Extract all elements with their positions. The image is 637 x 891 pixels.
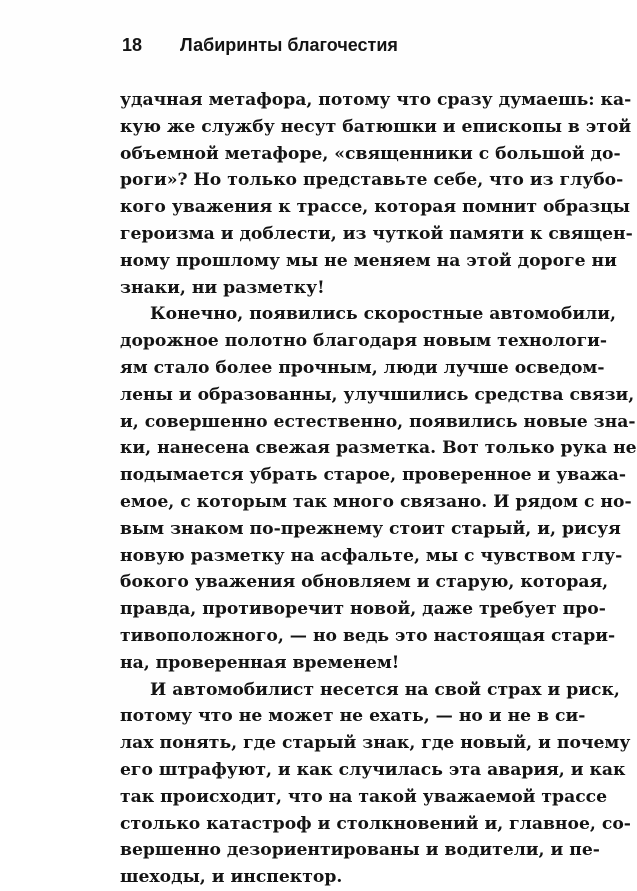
page-header [122,34,502,56]
text-line: кого уважения к трассе, которая помнит образцы [120,197,631,218]
text-line: кую же службу несут батюшки и епископы в этой [120,116,632,137]
text-line: подымается убрать старое, проверенное и уважа- [120,465,626,486]
text-line: вым знаком по-прежнему стоит старый, и, рисуя [120,518,621,539]
page-number: 18 [122,35,143,55]
text-line: знаки, ни разметку! [120,277,325,298]
text-line: ному прошлому мы не меняем на этой дороге ни [120,250,617,271]
running-title: Лабиринты благочестия [180,35,398,55]
text-line: новую разметку на асфальте, мы с чувством глу- [120,545,623,566]
text-line: роги»? Но только представьте себе, что из глубо- [120,170,624,191]
text-line: удачная метафора, потому что сразу думаешь: ка- [120,90,632,110]
text-line: Конечно, появились скоростные автомобили, [150,304,616,325]
text-line: дорожное полотно благодаря новым технологи- [120,331,608,352]
text-line: столько катастроф и столкновений и, главное, со- [120,813,631,834]
text-line: потому что не может не ехать, — но и не в си- [120,706,586,727]
text-line: лены и образованны, улучшились средства связи, [120,384,635,405]
text-line: объемной метафоре, «священники с большой до- [120,143,621,164]
text-line: и, совершенно естественно, появились новые зна- [120,411,636,432]
text-line: на, проверенная временем! [120,652,400,673]
text-line: емое, с которым так много связано. И рядом с но- [120,491,632,512]
body-text [120,87,637,891]
text-line: правда, противоречит новой, даже требует про- [120,599,606,620]
text-line: вершенно дезориентированы и водители, и пе- [120,840,600,861]
text-line: ям стало более прочным, люди лучше осведом- [120,357,605,378]
text-line: героизма и доблести, из чуткой памяти к священ- [120,223,633,244]
text-line: тивоположного, — но ведь это настоящая стари- [120,625,616,646]
text-line: его штрафуют, и как случилась эта авария, и как [120,759,626,780]
text-line: лах понять, где старый знак, где новый, и почему [120,733,631,754]
text-line: так происходит, что на такой уважаемой трассе [120,786,608,807]
text-line: И автомобилист несется на свой страх и риск, [150,679,620,700]
text-line: шеходы, и инспектор. [120,867,343,888]
text-line: бокого уважения обновляем и старую, которая, [120,572,609,593]
text-line: ки, нанесена свежая разметка. Вот только рука не [120,438,637,459]
